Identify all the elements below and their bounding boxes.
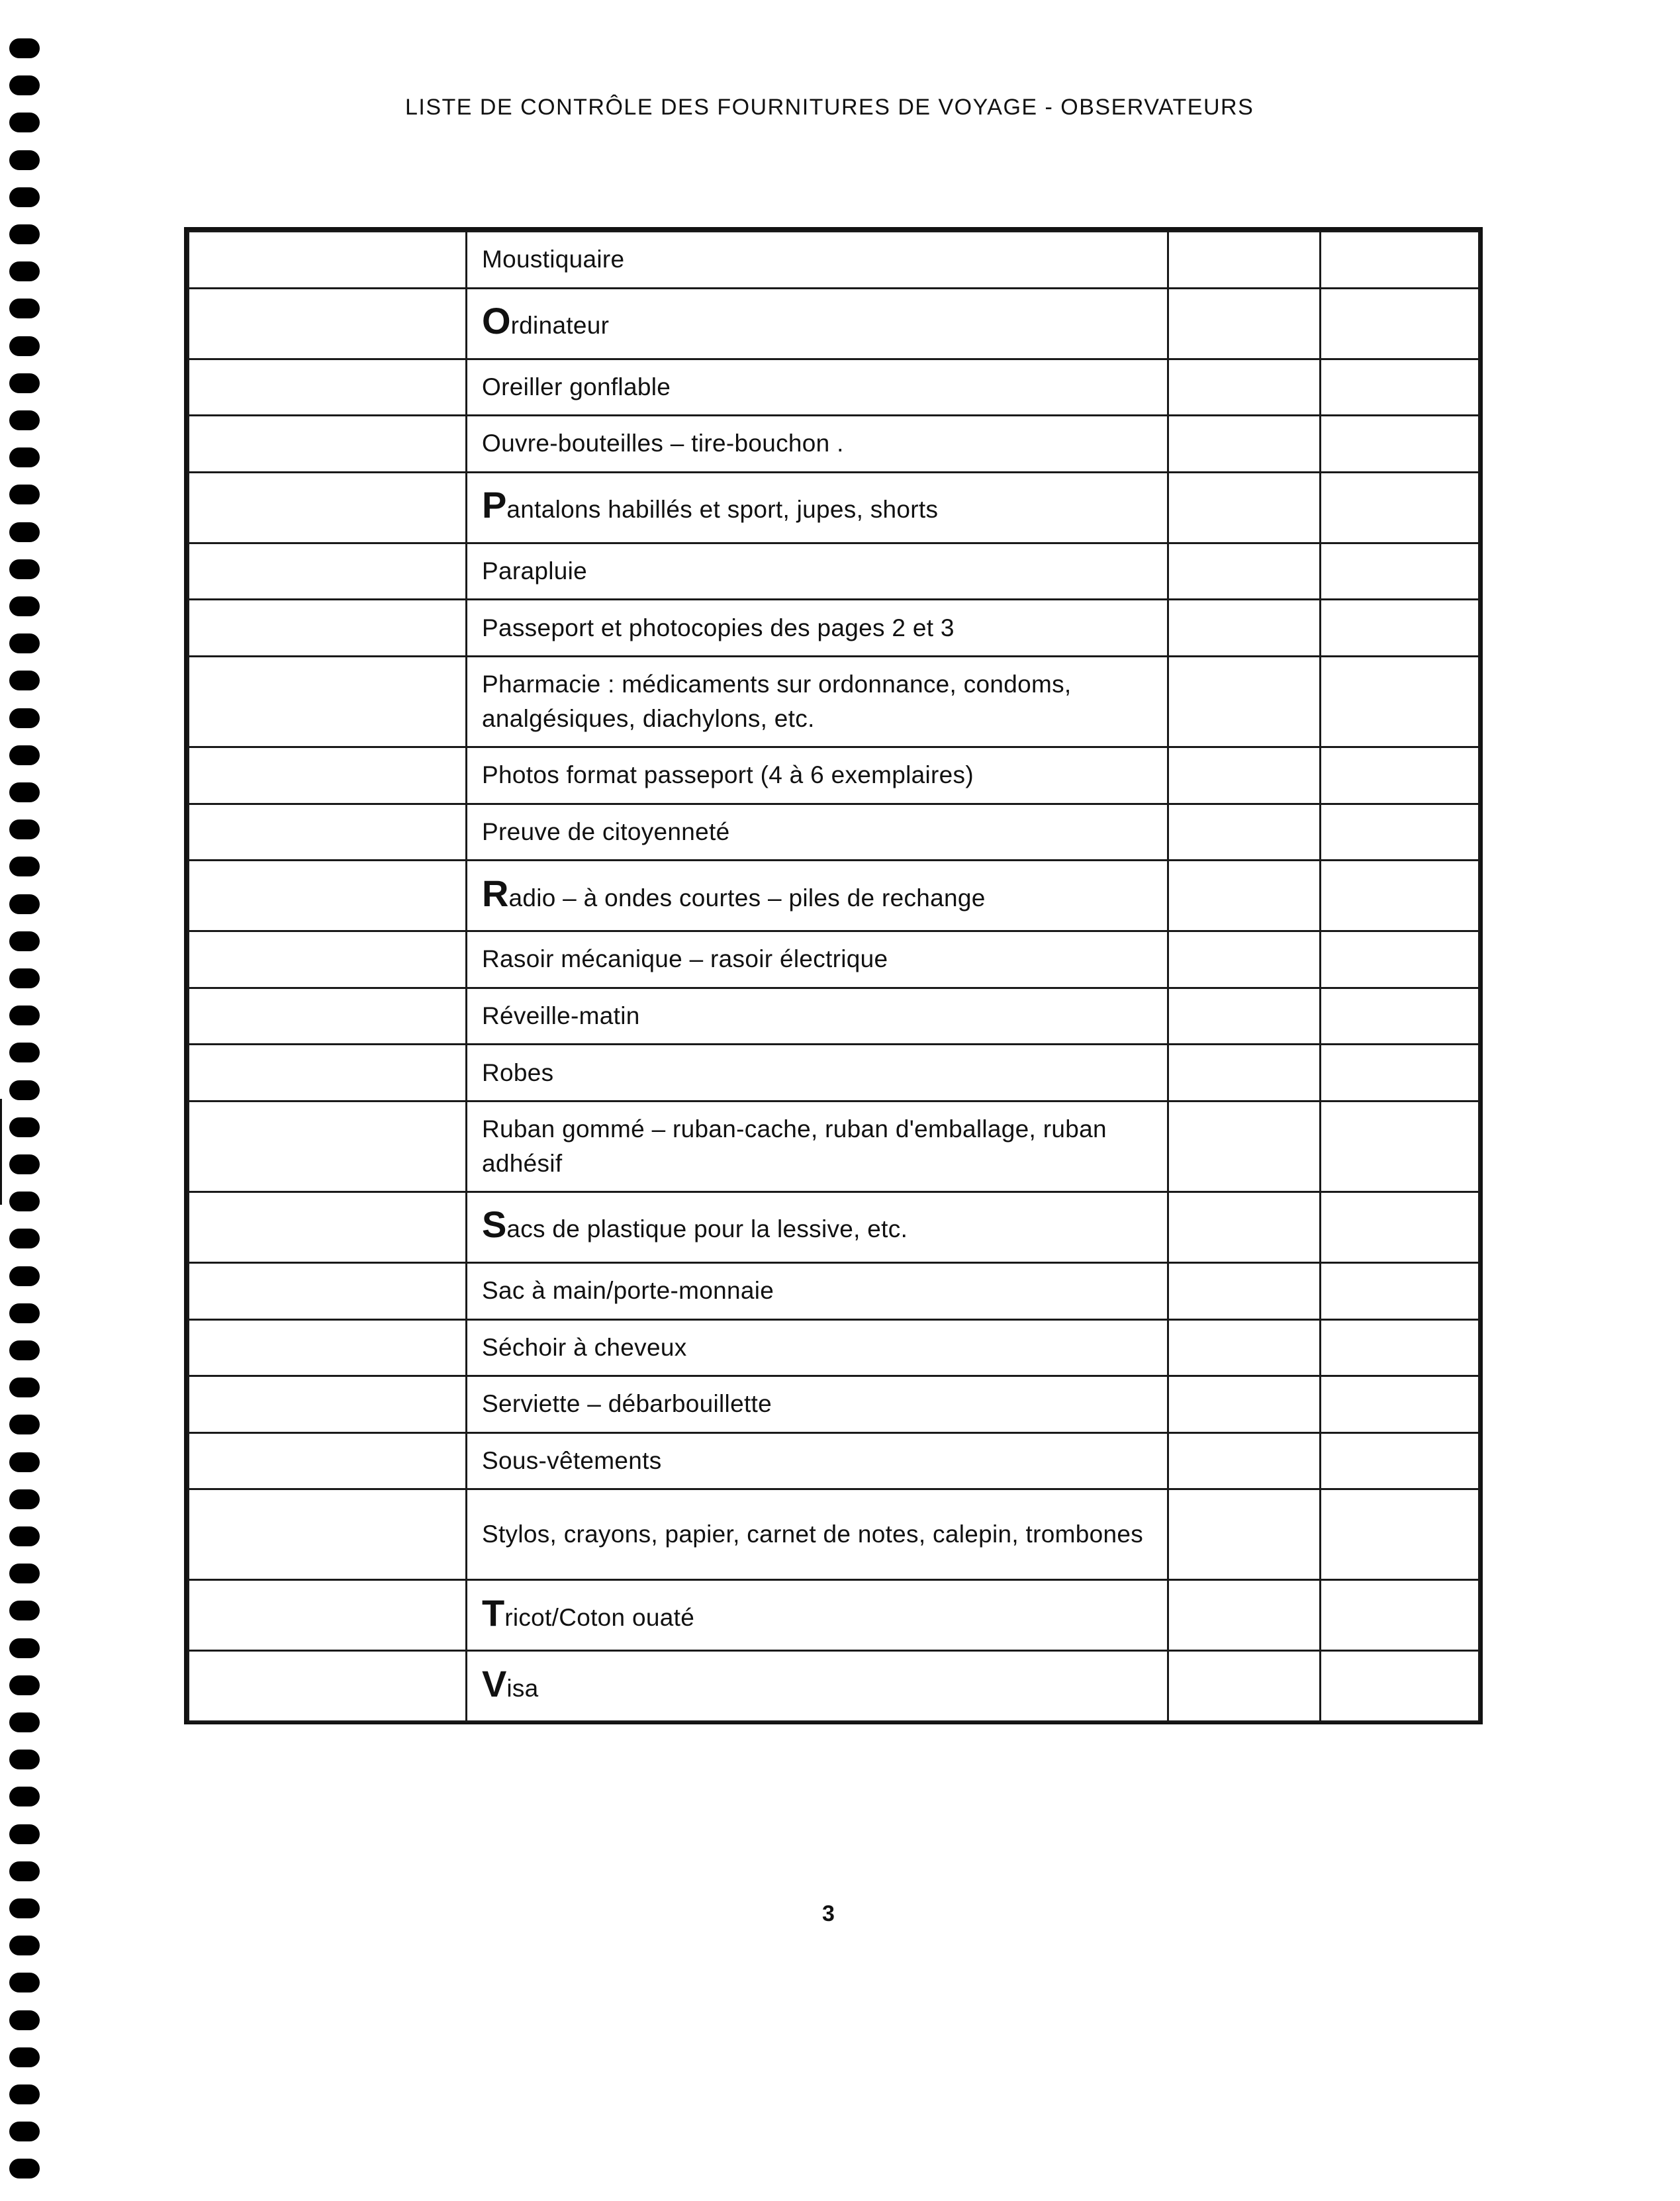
binding-hole	[9, 1712, 40, 1732]
binding-hole	[9, 2122, 40, 2141]
check-box-cell[interactable]	[1168, 1045, 1321, 1101]
binding-hole	[9, 1898, 40, 1918]
blank-cell-left	[189, 988, 467, 1045]
checklist-item-label: isa	[506, 1674, 539, 1702]
initial-letter: P	[482, 484, 507, 526]
checklist-item-label: Preuve de citoyenneté	[482, 818, 730, 845]
binding-hole	[9, 820, 40, 839]
binding-hole	[9, 1266, 40, 1286]
binding-hole	[9, 1452, 40, 1472]
blank-cell-left	[189, 600, 467, 657]
check-box-cell[interactable]	[1321, 804, 1479, 861]
check-box-cell[interactable]	[1168, 1580, 1321, 1651]
binding-hole	[9, 1973, 40, 1992]
binding-holes	[9, 38, 41, 2196]
blank-cell-left	[189, 1045, 467, 1101]
blank-cell-left	[189, 416, 467, 473]
checklist-row	[189, 656, 1479, 747]
checklist-row	[189, 600, 1479, 657]
binding-hole	[9, 1043, 40, 1062]
binding-hole	[9, 1303, 40, 1323]
checklist-item	[467, 1376, 1168, 1433]
checklist-item-label: Séchoir à cheveux	[482, 1333, 687, 1361]
blank-cell-left	[189, 747, 467, 804]
check-box-cell[interactable]	[1168, 288, 1321, 359]
checklist-item-label: ricot/Coton ouaté	[504, 1603, 695, 1631]
blank-cell-left	[189, 288, 467, 359]
initial-letter: S	[482, 1203, 507, 1246]
initial-letter: V	[482, 1662, 507, 1705]
check-box-cell[interactable]	[1321, 931, 1479, 988]
check-box-cell[interactable]	[1321, 1651, 1479, 1722]
binding-hole	[9, 1489, 40, 1509]
check-box-cell[interactable]	[1321, 543, 1479, 600]
check-box-cell[interactable]	[1321, 988, 1479, 1045]
binding-hole	[9, 1824, 40, 1844]
blank-cell-left	[189, 543, 467, 600]
check-box-cell[interactable]	[1168, 988, 1321, 1045]
checklist-item-label: Photos format passeport (4 à 6 exemplaires)	[482, 761, 974, 789]
binding-hole	[9, 1750, 40, 1769]
binding-hole	[9, 75, 40, 95]
check-box-cell[interactable]	[1168, 1319, 1321, 1376]
check-box-cell[interactable]	[1168, 1376, 1321, 1433]
checklist-row	[189, 804, 1479, 861]
binding-hole	[9, 1601, 40, 1620]
check-box-cell[interactable]	[1168, 804, 1321, 861]
checklist-item-label: Réveille-matin	[482, 1002, 640, 1030]
blank-cell-left	[189, 1262, 467, 1319]
check-box-cell[interactable]	[1321, 1192, 1479, 1262]
check-box-cell[interactable]	[1168, 931, 1321, 988]
checklist-row	[189, 232, 1479, 289]
checklist-item	[467, 1045, 1168, 1101]
check-box-cell[interactable]	[1321, 656, 1479, 747]
blank-cell-left	[189, 656, 467, 747]
binding-hole	[9, 2159, 40, 2178]
checklist-item	[467, 1319, 1168, 1376]
blank-cell-left	[189, 232, 467, 289]
binding-hole	[9, 633, 40, 653]
checklist-table	[184, 227, 1483, 1724]
check-box-cell[interactable]	[1321, 288, 1479, 359]
checklist-item	[467, 1489, 1168, 1580]
checklist-item	[467, 472, 1168, 543]
checklist-item	[467, 988, 1168, 1045]
checklist-row	[189, 472, 1479, 543]
blank-cell-left	[189, 1432, 467, 1489]
checklist-row	[189, 1192, 1479, 1262]
blank-cell-left	[189, 1376, 467, 1433]
checklist-item	[467, 1651, 1168, 1722]
check-box-cell[interactable]	[1321, 1489, 1479, 1580]
binding-hole	[9, 38, 40, 58]
binding-hole	[9, 782, 40, 802]
binding-hole	[9, 708, 40, 728]
binding-hole	[9, 373, 40, 393]
checklist-item-label: Passeport et photocopies des pages 2 et 3	[482, 614, 955, 641]
binding-hole	[9, 1117, 40, 1137]
checklist-row	[189, 1580, 1479, 1651]
checklist-row	[189, 1376, 1479, 1433]
checklist-item-label: Parapluie	[482, 557, 588, 585]
binding-hole	[9, 1080, 40, 1100]
binding-hole	[9, 1564, 40, 1583]
check-box-cell[interactable]	[1168, 747, 1321, 804]
binding-hole	[9, 2084, 40, 2104]
check-box-cell[interactable]	[1168, 600, 1321, 657]
check-box-cell[interactable]	[1168, 543, 1321, 600]
checklist-item	[467, 543, 1168, 600]
check-box-cell[interactable]	[1321, 232, 1479, 289]
binding-hole	[9, 1192, 40, 1211]
check-box-cell[interactable]	[1168, 359, 1321, 416]
check-box-cell[interactable]	[1321, 747, 1479, 804]
binding-hole	[9, 150, 40, 170]
check-box-cell[interactable]	[1168, 1262, 1321, 1319]
checklist-item-label: adio – à ondes courtes – piles de rechange	[508, 884, 986, 912]
checklist-row	[189, 1432, 1479, 1489]
binding-hole	[9, 1378, 40, 1397]
check-box-cell[interactable]	[1321, 1262, 1479, 1319]
binding-hole	[9, 1936, 40, 1955]
checklist-item	[467, 600, 1168, 657]
checklist-item	[467, 656, 1168, 747]
check-box-cell[interactable]	[1168, 1651, 1321, 1722]
checklist-item	[467, 416, 1168, 473]
blank-cell-left	[189, 1192, 467, 1262]
binding-hole	[9, 2047, 40, 2067]
blank-cell-left	[189, 359, 467, 416]
binding-hole	[9, 1787, 40, 1806]
checklist-item-label: Robes	[482, 1058, 554, 1086]
check-box-cell[interactable]	[1321, 1045, 1479, 1101]
checklist-item	[467, 232, 1168, 289]
blank-cell-left	[189, 1580, 467, 1651]
check-box-cell[interactable]	[1168, 416, 1321, 473]
checklist-item-label: acs de plastique pour la lessive, etc.	[506, 1215, 908, 1243]
binding-hole	[9, 187, 40, 207]
binding-hole	[9, 671, 40, 690]
check-box-cell[interactable]	[1321, 861, 1479, 931]
binding-hole	[9, 1154, 40, 1174]
binding-hole	[9, 1006, 40, 1025]
initial-letter: O	[482, 300, 511, 342]
check-box-cell[interactable]	[1168, 1489, 1321, 1580]
checklist-item	[467, 1262, 1168, 1319]
binding-hole	[9, 2010, 40, 2030]
checklist-item-label: Ruban gommé – ruban-cache, ruban d'emballage, ruban adhésif	[482, 1115, 1107, 1177]
blank-cell-left	[189, 931, 467, 988]
checklist-item	[467, 1192, 1168, 1262]
binding-hole	[9, 299, 40, 318]
checklist-item	[467, 288, 1168, 359]
binding-hole	[9, 894, 40, 914]
checklist-row	[189, 861, 1479, 931]
check-box-cell[interactable]	[1321, 1580, 1479, 1651]
checklist-row	[189, 1319, 1479, 1376]
checklist-item	[467, 804, 1168, 861]
binding-hole	[9, 1229, 40, 1248]
blank-cell-left	[189, 861, 467, 931]
checklist-row	[189, 1651, 1479, 1722]
binding-hole	[9, 1340, 40, 1360]
binding-hole	[9, 447, 40, 467]
margin-mark	[0, 1099, 2, 1205]
check-box-cell[interactable]	[1168, 1192, 1321, 1262]
checklist-item-label: Sac à main/porte-monnaie	[482, 1277, 774, 1305]
binding-hole	[9, 596, 40, 616]
binding-hole	[9, 559, 40, 579]
binding-hole	[9, 410, 40, 430]
checklist-row	[189, 416, 1479, 473]
check-box-cell[interactable]	[1168, 656, 1321, 747]
checklist-item-label: Oreiller gonflable	[482, 373, 671, 400]
checklist-item-label: Moustiquaire	[482, 246, 625, 273]
checklist-item-label: Rasoir mécanique – rasoir électrique	[482, 945, 888, 973]
checklist-body	[189, 232, 1479, 1722]
check-box-cell[interactable]	[1321, 416, 1479, 473]
checklist-item	[467, 861, 1168, 931]
binding-hole	[9, 1526, 40, 1546]
checklist-item	[467, 931, 1168, 988]
blank-cell-left	[189, 1101, 467, 1192]
binding-hole	[9, 857, 40, 876]
check-box-cell[interactable]	[1168, 1101, 1321, 1192]
binding-hole	[9, 261, 40, 281]
check-box-cell[interactable]	[1321, 1319, 1479, 1376]
checklist-item	[467, 359, 1168, 416]
check-box-cell[interactable]	[1321, 359, 1479, 416]
checklist-row	[189, 1101, 1479, 1192]
checklist-item	[467, 747, 1168, 804]
checklist-row	[189, 359, 1479, 416]
binding-hole	[9, 1415, 40, 1434]
check-box-cell[interactable]	[1321, 1101, 1479, 1192]
binding-hole	[9, 522, 40, 542]
binding-hole	[9, 1638, 40, 1658]
page-title: LISTE DE CONTRÔLE DES FOURNITURES DE VOYAGE - OBSERVATEURS	[405, 95, 1254, 120]
check-box-cell[interactable]	[1321, 1376, 1479, 1433]
initial-letter: R	[482, 872, 509, 914]
checklist-row	[189, 1262, 1479, 1319]
checklist-row	[189, 931, 1479, 988]
check-box-cell[interactable]	[1168, 1432, 1321, 1489]
check-box-cell[interactable]	[1321, 600, 1479, 657]
check-box-cell[interactable]	[1168, 232, 1321, 289]
checklist-item-label: Pharmacie : médicaments sur ordonnance, condoms, analgésiques, diachylons, etc.	[482, 670, 1072, 732]
check-box-cell[interactable]	[1321, 472, 1479, 543]
check-box-cell[interactable]	[1321, 1432, 1479, 1489]
check-box-cell[interactable]	[1168, 861, 1321, 931]
blank-cell-left	[189, 1319, 467, 1376]
binding-hole	[9, 1675, 40, 1695]
checklist-item-label: rdinateur	[510, 312, 610, 340]
blank-cell-left	[189, 1651, 467, 1722]
binding-hole	[9, 968, 40, 988]
checklist-item	[467, 1432, 1168, 1489]
checklist-item	[467, 1101, 1168, 1192]
checklist-item-label: Serviette – débarbouillette	[482, 1390, 772, 1418]
page-number: 3	[822, 1901, 835, 1926]
checklist-item	[467, 1580, 1168, 1651]
initial-letter: T	[482, 1591, 505, 1634]
checklist-item-label: Ouvre-bouteilles – tire-bouchon .	[482, 430, 844, 457]
checklist-row	[189, 988, 1479, 1045]
checklist-item-label: Stylos, crayons, papier, carnet de notes, calepin, trombones	[482, 1521, 1144, 1548]
binding-hole	[9, 745, 40, 765]
blank-cell-left	[189, 1489, 467, 1580]
binding-hole	[9, 1861, 40, 1881]
checklist-row	[189, 1489, 1479, 1580]
blank-cell-left	[189, 472, 467, 543]
binding-hole	[9, 931, 40, 951]
binding-hole	[9, 224, 40, 244]
checklist-row	[189, 543, 1479, 600]
checklist-item-label: Sous-vêtements	[482, 1447, 662, 1475]
binding-hole	[9, 485, 40, 504]
checklist-item-label: antalons habillés et sport, jupes, shorts	[506, 496, 939, 524]
checklist-row	[189, 1045, 1479, 1101]
checklist-row	[189, 288, 1479, 359]
check-box-cell[interactable]	[1168, 472, 1321, 543]
binding-hole	[9, 113, 40, 132]
binding-hole	[9, 336, 40, 356]
blank-cell-left	[189, 804, 467, 861]
checklist-row	[189, 747, 1479, 804]
